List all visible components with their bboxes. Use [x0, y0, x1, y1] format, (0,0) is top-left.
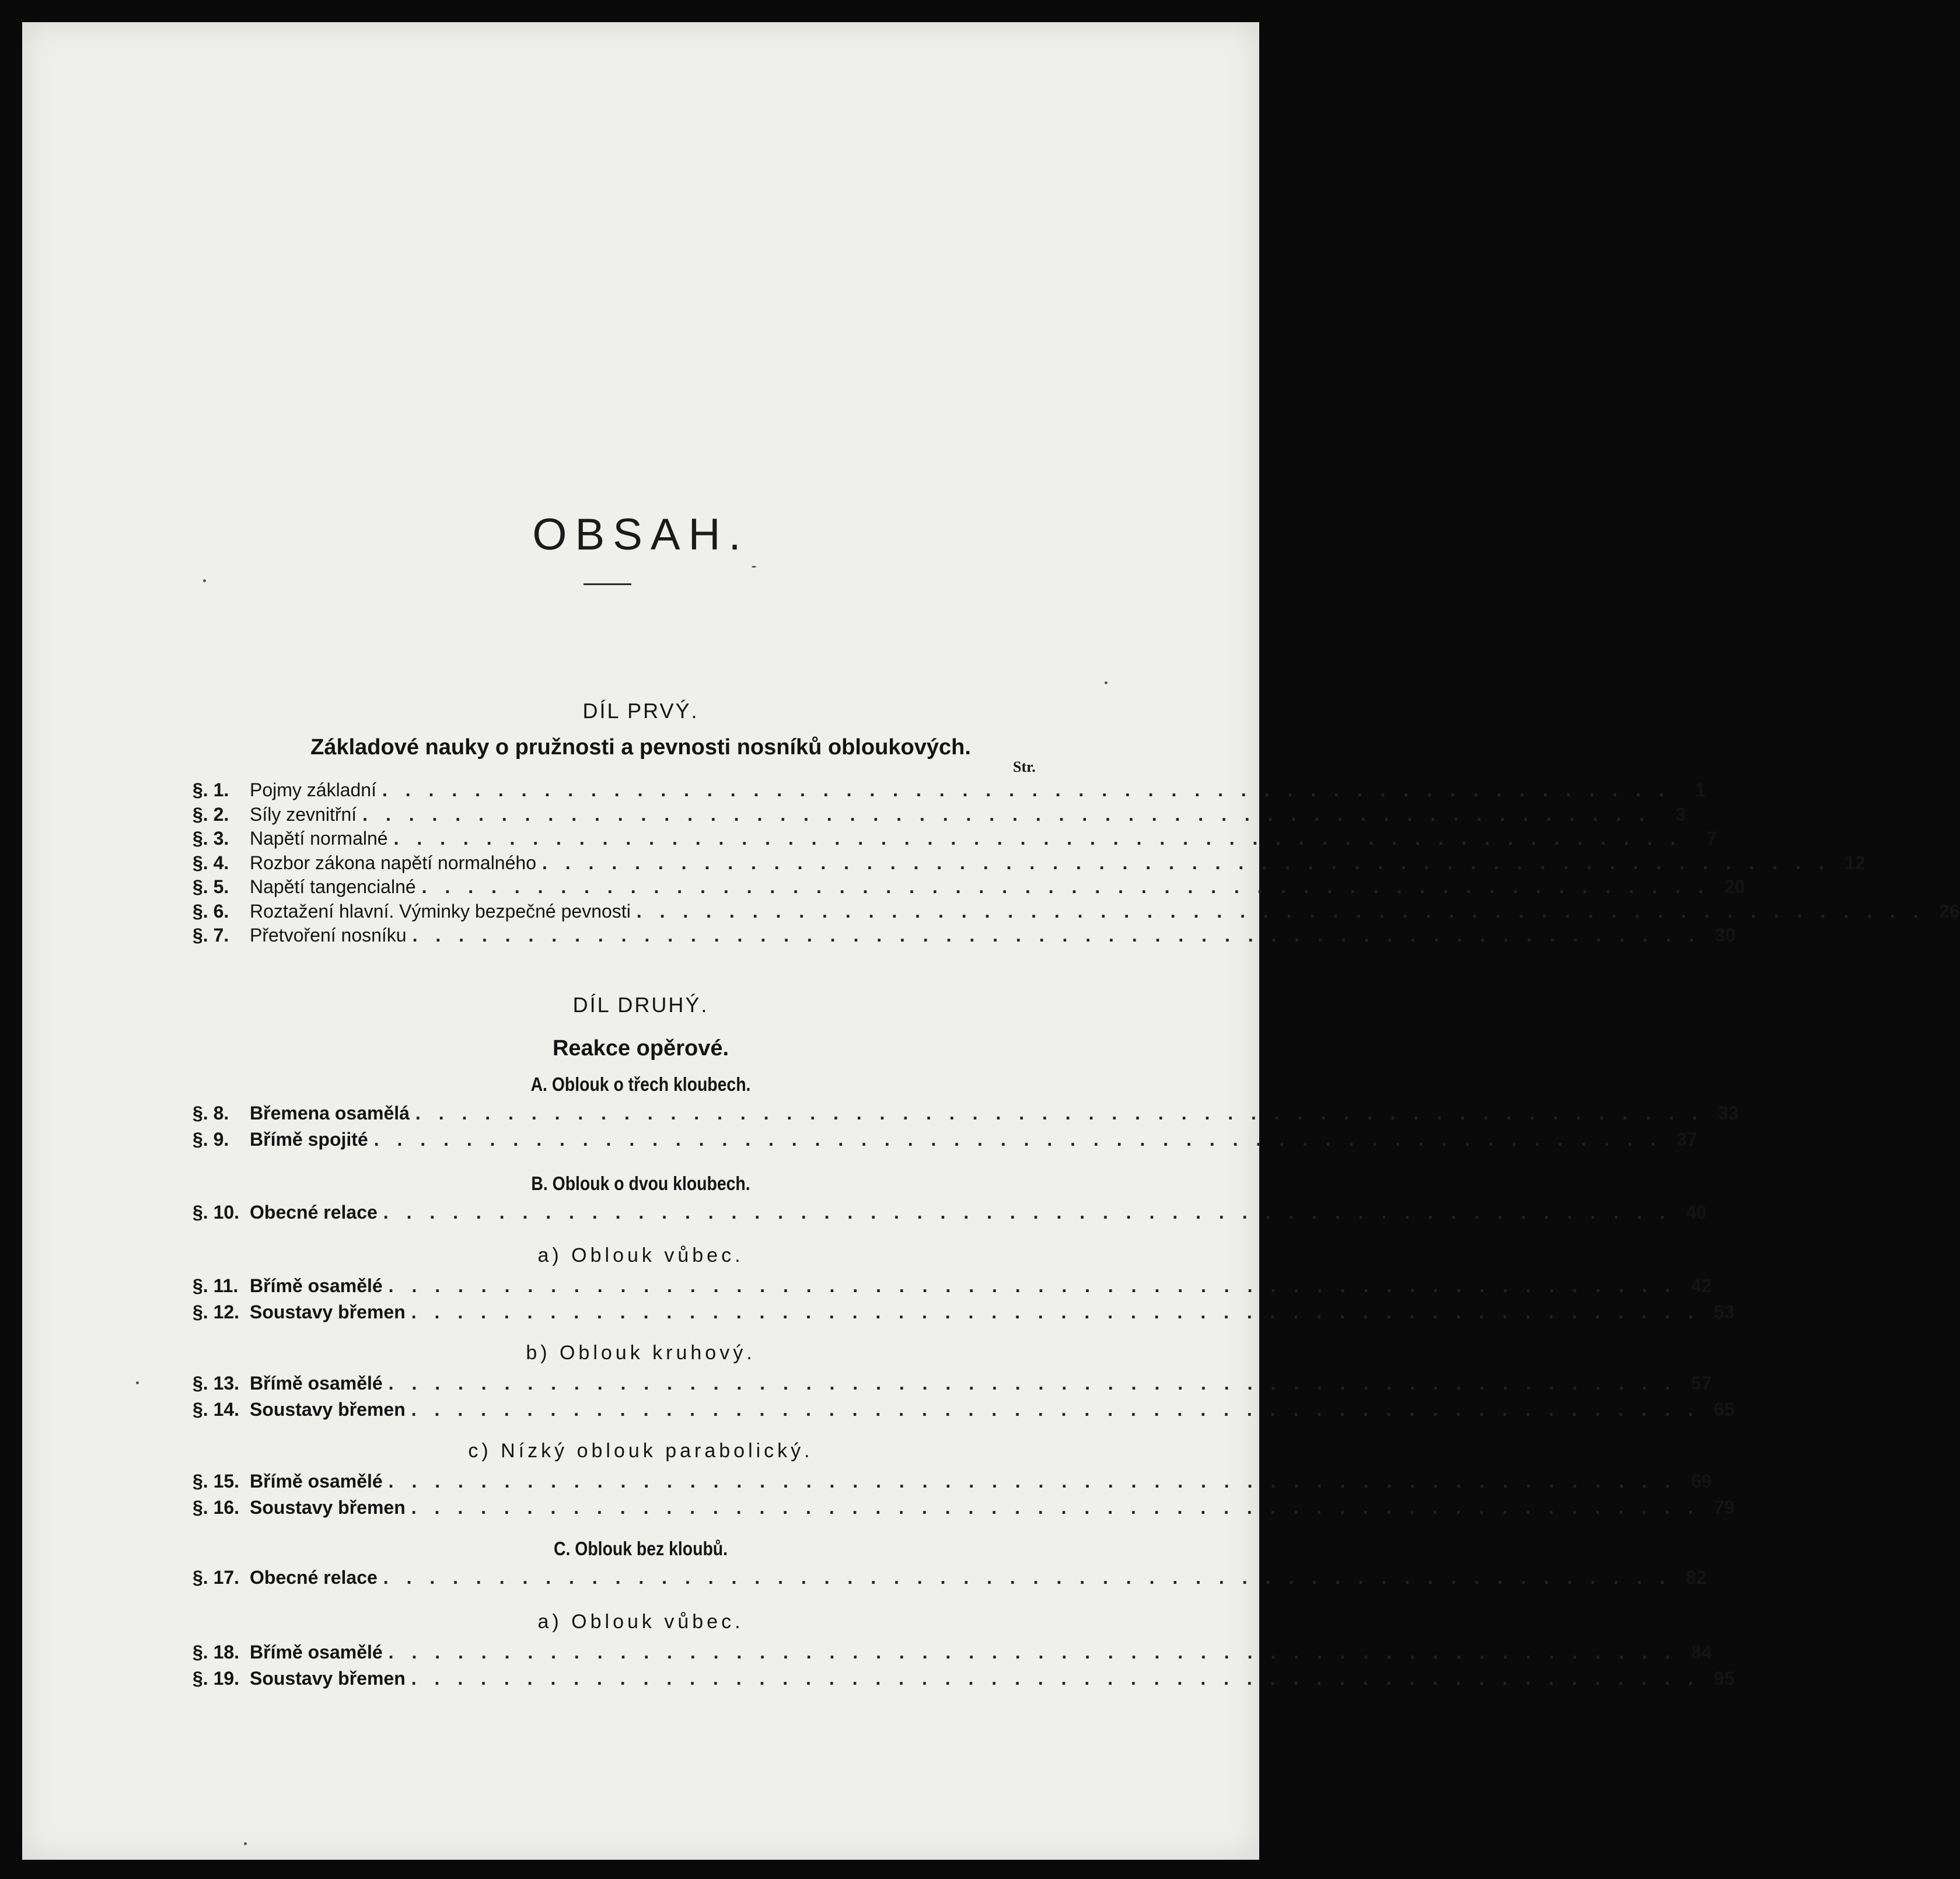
toc-entry — [193, 1202, 1707, 1227]
toc-leader-dots: . . . . . . . . . . . . . . . . . . . . . . . . . . . . . . . . . . . . . . . . . . . . . . . . . . . . . . . . — [388, 1642, 1677, 1663]
toc-leader-dots: . . . . . . . . . . . . . . . . . . . . . . . . . . . . . . . . . . . . . . . . . . . . . . . . . . . . . . . . — [388, 1471, 1677, 1492]
scan-speck — [203, 579, 206, 582]
part1-label: DÍL PRVÝ. — [582, 699, 699, 723]
toc-leader-dots: . . . . . . . . . . . . . . . . . . . . . . . . . . . . . . . . . . . . . . . . . . . . . . . . . . . . . . . . — [412, 925, 1701, 946]
page-column-label: Str. — [1013, 758, 1036, 775]
section-heading: A. Oblouk o třech kloubech. — [530, 1073, 751, 1095]
toc-entry-page: 82 — [1686, 1567, 1707, 1588]
toc-entry — [193, 803, 1686, 830]
part1-subtitle: Základové nauky o pružnosti a pevnosti nosníků obloukových. — [310, 735, 971, 760]
toc-entry — [193, 876, 1745, 902]
section-heading: B. Oblouk o dvou kloubech. — [531, 1173, 750, 1194]
toc-entry-page: 79 — [1714, 1497, 1735, 1518]
toc-entry-number: §. 16. — [193, 1497, 240, 1518]
section-heading: a) Oblouk vůbec. — [537, 1244, 744, 1266]
toc-entry-title: Břemena osamělá — [250, 1103, 410, 1124]
toc-entry-title: Síly zevnitřní — [250, 803, 357, 825]
toc-entry — [193, 1399, 1735, 1425]
toc-entry — [193, 1567, 1707, 1593]
section-heading: C. Oblouk bez kloubů. — [554, 1538, 728, 1559]
toc-entry-page: 65 — [1714, 1399, 1735, 1420]
toc-leader-dots: . . . . . . . . . . . . . . . . . . . . . . . . . . . . . . . . . . . . . . . . . . . . . . . . . . . . . . . . — [393, 828, 1682, 849]
toc-entry-page: 3 — [1675, 803, 1686, 825]
toc-entry-title: Soustavy břemen — [250, 1668, 406, 1689]
toc-entry-title: Břímě osamělé — [250, 1642, 383, 1663]
toc-entry-number: §. 8. — [193, 1103, 229, 1124]
toc-entry-title: Břímě spojité — [250, 1129, 368, 1150]
toc-leader-dots: . . . . . . . . . . . . . . . . . . . . . . . . . . . . . . . . . . . . . . . . . . . . . . . . . . . . . . . . — [411, 1301, 1700, 1322]
scan-speck — [244, 1842, 247, 1845]
scan-speck — [752, 566, 756, 568]
toc-leader-dots: . . . . . . . . . . . . . . . . . . . . . . . . . . . . . . . . . . . . . . . . . . . . . . . . . . . . . . . . — [383, 1567, 1672, 1588]
toc-entry-page: 1 — [1695, 779, 1706, 800]
toc-leader-dots: . . . . . . . . . . . . . . . . . . . . . . . . . . . . . . . . . . . . . . . . . . . . . . . . . . . . . . . . — [388, 1275, 1677, 1296]
toc-leader-dots: . . . . . . . . . . . . . . . . . . . . . . . . . . . . . . . . . . . . . . . . . . . . . . . . . . . . . . . . — [383, 1202, 1672, 1223]
toc-entry-number: §. 14. — [193, 1399, 240, 1420]
toc-entry-title: Soustavy břemen — [250, 1399, 406, 1420]
toc-leader-dots: . . . . . . . . . . . . . . . . . . . . . . . . . . . . . . . . . . . . . . . . . . . . . . . . . . . . . . . . — [388, 1373, 1677, 1394]
toc-entry-title: Přetvoření nosníku — [250, 925, 407, 946]
toc-leader-dots: . . . . . . . . . . . . . . . . . . . . . . . . . . . . . . . . . . . . . . . . . . . . . . . . . . . . . . . . — [421, 876, 1710, 897]
toc-entry-page: 40 — [1686, 1202, 1707, 1223]
toc-entry-page: 7 — [1706, 828, 1717, 849]
title-underline — [584, 583, 631, 585]
toc-leader-dots: . . . . . . . . . . . . . . . . . . . . . . . . . . . . . . . . . . . . . . . . . . . . . . . . . . . . . . . . — [382, 779, 1671, 800]
toc-entry-number: §. 15. — [193, 1471, 240, 1492]
toc-entry-number: §. 4. — [193, 852, 229, 873]
toc-entry — [193, 1275, 1712, 1301]
toc-entry-number: §. 2. — [193, 803, 229, 825]
toc-entry — [193, 779, 1706, 805]
toc-leader-dots: . . . . . . . . . . . . . . . . . . . . . . . . . . . . . . . . . . . . . . . . . . . . . . . . . . . . . . . . — [411, 1399, 1700, 1420]
toc-entry-title: Pojmy základní — [250, 779, 376, 800]
toc-entry — [193, 1471, 1712, 1496]
section-heading: c) Nízký oblouk parabolický. — [468, 1440, 813, 1462]
toc-entry — [193, 900, 1960, 926]
toc-entry-title: Obecné relace — [250, 1567, 378, 1588]
toc-entry-title: Břímě osamělé — [250, 1373, 383, 1394]
toc-entry — [193, 1129, 1697, 1154]
toc-entry-number: §. 11. — [193, 1275, 239, 1296]
toc-leader-dots: . . . . . . . . . . . . . . . . . . . . . . . . . . . . . . . . . . . . . . . . . . . . . . . . . . . . . . . . — [541, 852, 1830, 873]
toc-entry-title: Břímě osamělé — [250, 1471, 383, 1492]
toc-entry — [193, 1301, 1735, 1327]
toc-entry-number: §. 17. — [193, 1567, 240, 1588]
toc-entry-number: §. 13. — [193, 1373, 240, 1394]
toc-entry-number: §. 5. — [193, 876, 229, 897]
toc-entry — [193, 852, 1865, 878]
toc-entry — [193, 925, 1736, 950]
toc-entry-number: §. 19. — [193, 1668, 240, 1689]
toc-entry-page: 30 — [1714, 925, 1736, 946]
book-page — [22, 22, 1960, 1860]
toc-entry-title: Napětí normalné — [250, 828, 388, 849]
toc-entry-number: §. 12. — [193, 1301, 240, 1322]
toc-leader-dots: . . . . . . . . . . . . . . . . . . . . . . . . . . . . . . . . . . . . . . . . . . . . . . . . . . . . . . . . — [411, 1668, 1700, 1689]
part2-label: DÍL DRUHÝ. — [572, 993, 709, 1017]
toc-entry — [193, 1668, 1735, 1693]
toc-entry-page: 42 — [1690, 1275, 1712, 1296]
scan-speck — [136, 1381, 139, 1384]
toc-leader-dots: . . . . . . . . . . . . . . . . . . . . . . . . . . . . . . . . . . . . . . . . . . . . . . . . . . . . . . . . — [362, 803, 1651, 825]
toc-entry — [193, 1373, 1712, 1398]
toc-entry-page: 37 — [1676, 1129, 1697, 1150]
toc-entry-title: Rozbor zákona napětí normalného — [250, 852, 536, 873]
toc-entry-number: §. 3. — [193, 828, 229, 849]
toc-entry-title: Břímě osamělé — [250, 1275, 383, 1296]
toc-entry — [193, 828, 1717, 853]
toc-leader-dots: . . . . . . . . . . . . . . . . . . . . . . . . . . . . . . . . . . . . . . . . . . . . . . . . . . . . . . . . — [415, 1103, 1704, 1124]
toc-leader-dots: . . . . . . . . . . . . . . . . . . . . . . . . . . . . . . . . . . . . . . . . . . . . . . . . . . . . . . . . — [373, 1129, 1662, 1150]
toc-entry — [193, 1497, 1735, 1523]
page-title: OBSAH. — [532, 510, 749, 559]
toc-leader-dots: . . . . . . . . . . . . . . . . . . . . . . . . . . . . . . . . . . . . . . . . . . . . . . . . . . . . . . . . — [411, 1497, 1700, 1518]
toc-entry-number: §. 6. — [193, 900, 229, 922]
toc-entry-title: Obecné relace — [250, 1202, 378, 1223]
toc-entry — [193, 1103, 1739, 1128]
toc-entry-title: Roztažení hlavní. Výminky bezpečné pevnosti — [250, 900, 631, 922]
toc-entry-number: §. 7. — [193, 925, 229, 946]
toc-entry-page: 84 — [1690, 1642, 1712, 1663]
toc-entry-title: Soustavy břemen — [250, 1497, 406, 1518]
toc-entry-page: 20 — [1724, 876, 1745, 897]
toc-entry-page: 57 — [1690, 1373, 1712, 1394]
toc-entry — [193, 1642, 1712, 1667]
toc-entry-number: §. 9. — [193, 1129, 229, 1150]
toc-entry-page: 12 — [1844, 852, 1865, 873]
toc-entry-number: §. 10. — [193, 1202, 240, 1223]
part2-subtitle: Reakce opěrové. — [552, 1036, 729, 1061]
toc-leader-dots: . . . . . . . . . . . . . . . . . . . . . . . . . . . . . . . . . . . . . . . . . . . . . . . . . . . . . . . . — [636, 900, 1925, 922]
section-heading: b) Oblouk kruhový. — [526, 1342, 756, 1364]
scan-speck — [1105, 681, 1107, 684]
toc-entry-page: 33 — [1718, 1103, 1739, 1124]
toc-entry-page: 69 — [1690, 1471, 1712, 1492]
toc-entry-page: 53 — [1714, 1301, 1735, 1322]
toc-entry-number: §. 18. — [193, 1642, 240, 1663]
toc-entry-page: 26 — [1939, 900, 1960, 922]
toc-entry-title: Napětí tangencialné — [250, 876, 416, 897]
toc-entry-title: Soustavy břemen — [250, 1301, 406, 1322]
toc-entry-number: §. 1. — [193, 779, 229, 800]
section-heading: a) Oblouk vůbec. — [537, 1611, 744, 1633]
toc-entry-page: 95 — [1714, 1668, 1735, 1689]
